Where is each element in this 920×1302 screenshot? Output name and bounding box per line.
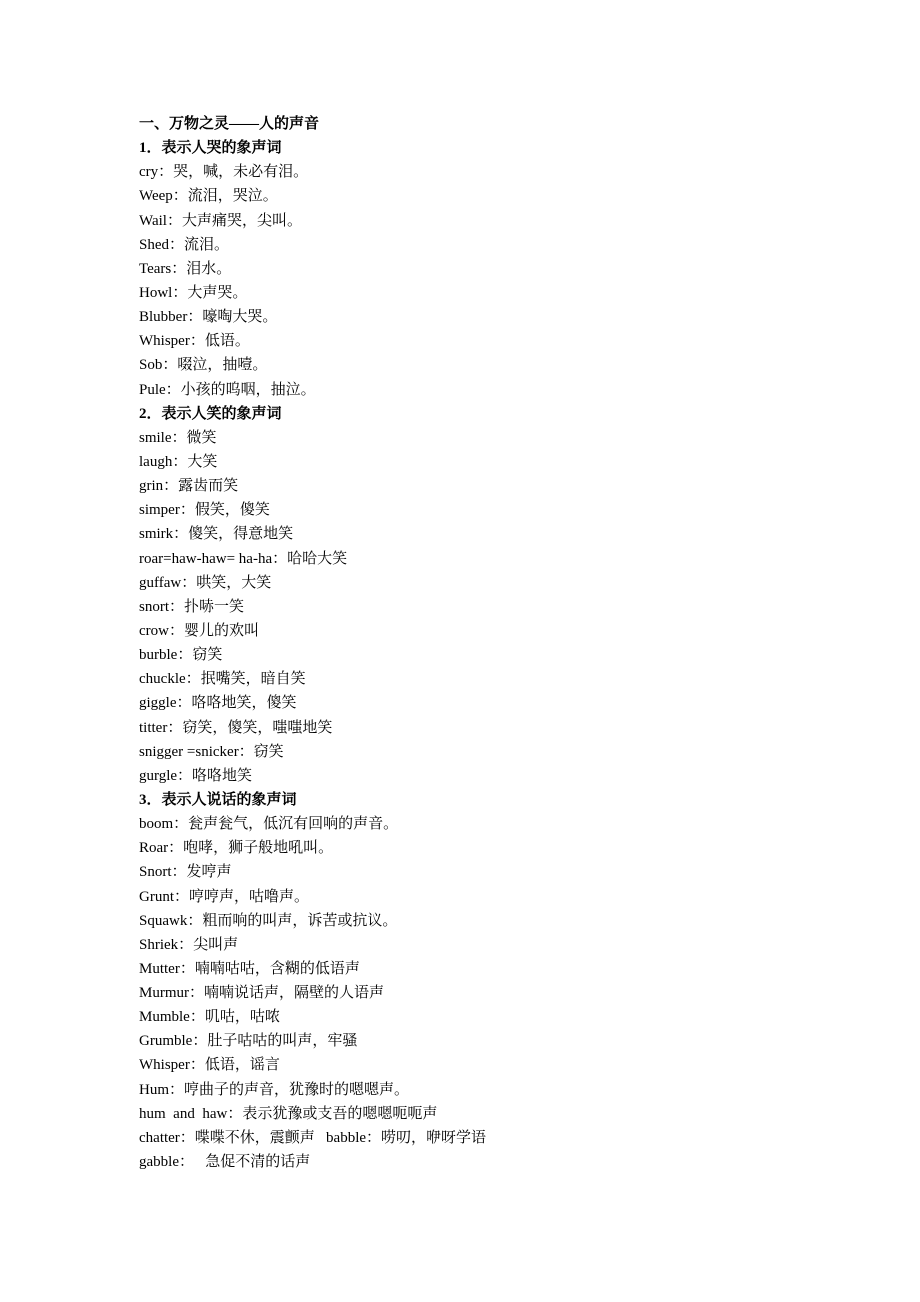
entry-line: Howl：大声哭。 bbox=[139, 284, 248, 301]
entry-line: hum and haw：表示犹豫或支吾的嗯嗯呃呃声 bbox=[139, 1105, 438, 1122]
entry-line: gurgle：咯咯地笑 bbox=[139, 767, 253, 784]
entry-line: crow：婴儿的欢叫 bbox=[139, 622, 259, 639]
entry-line: Grunt：哼哼声，咕噜声。 bbox=[139, 888, 309, 905]
entry-line: Wail：大声痛哭，尖叫。 bbox=[139, 212, 302, 229]
entry-line: cry：哭，喊，未必有泪。 bbox=[139, 164, 309, 181]
entry-line: Blubber：嚎啕大哭。 bbox=[139, 309, 278, 326]
entry-line: Roar：咆哮，狮子般地吼叫。 bbox=[139, 840, 334, 857]
entry-line: Snort：发哼声 bbox=[139, 864, 232, 881]
entry-line: laugh：大笑 bbox=[139, 453, 218, 470]
entry-line: smirk：傻笑，得意地笑 bbox=[139, 526, 294, 543]
entry-line: boom：瓮声瓮气，低沉有回响的声音。 bbox=[139, 816, 399, 833]
entry-line: Shed：流泪。 bbox=[139, 236, 230, 253]
entry-line: snort：扑哧一笑 bbox=[139, 598, 245, 615]
entry-line: giggle：咯咯地笑，傻笑 bbox=[139, 695, 297, 712]
entry-line: titter：窃笑，傻笑，嗤嗤地笑 bbox=[139, 719, 333, 736]
entry-line: Tears：泪水。 bbox=[139, 260, 232, 277]
entry-line: chatter：喋喋不休，震颤声 babble：唠叨，咿呀学语 bbox=[139, 1129, 487, 1146]
entry-line: roar=haw-haw= ha-ha：哈哈大笑 bbox=[139, 550, 348, 567]
entry-line: Murmur：喃喃说话声，隔壁的人语声 bbox=[139, 985, 384, 1002]
entry-line: simper：假笑，傻笑 bbox=[139, 502, 270, 519]
entry-line: smile：微笑 bbox=[139, 429, 217, 446]
entry-line: Pule：小孩的呜咽，抽泣。 bbox=[139, 381, 316, 398]
entry-line: snigger =snicker：窃笑 bbox=[139, 743, 284, 760]
entry-line: burble：窃笑 bbox=[139, 647, 223, 664]
entry-line: Grumble：肚子咕咕的叫声，牢骚 bbox=[139, 1033, 358, 1050]
document-body bbox=[139, 112, 839, 1174]
entry-line: Whisper：低语。 bbox=[139, 333, 250, 350]
entry-line: guffaw：哄笑，大笑 bbox=[139, 574, 272, 591]
entry-line: Whisper：低语，谣言 bbox=[139, 1057, 280, 1074]
entry-line: chuckle：抿嘴笑，暗自笑 bbox=[139, 671, 306, 688]
section-heading-speech: 3．表示人说话的象声词 bbox=[139, 791, 297, 808]
entry-line: Squawk：粗而响的叫声，诉苦或抗议。 bbox=[139, 912, 398, 929]
entry-line: Sob：啜泣，抽噎。 bbox=[139, 357, 268, 374]
section-heading-laugh: 2．表示人笑的象声词 bbox=[139, 405, 282, 422]
entry-line: Weep：流泪，哭泣。 bbox=[139, 188, 278, 205]
entry-line: Hum：哼曲子的声音，犹豫时的嗯嗯声。 bbox=[139, 1081, 410, 1098]
entry-line: Mumble：叽咕，咕哝 bbox=[139, 1009, 280, 1026]
document-title: 一、万物之灵——人的声音 bbox=[139, 116, 320, 132]
entry-line: Mutter：喃喃咕咕，含糊的低语声 bbox=[139, 960, 360, 977]
section-heading-cry: 1．表示人哭的象声词 bbox=[139, 140, 282, 157]
entry-line: gabble： 急促不清的话声 bbox=[139, 1154, 311, 1171]
entry-line: Shriek：尖叫声 bbox=[139, 936, 239, 953]
entry-line: grin：露齿而笑 bbox=[139, 478, 239, 495]
